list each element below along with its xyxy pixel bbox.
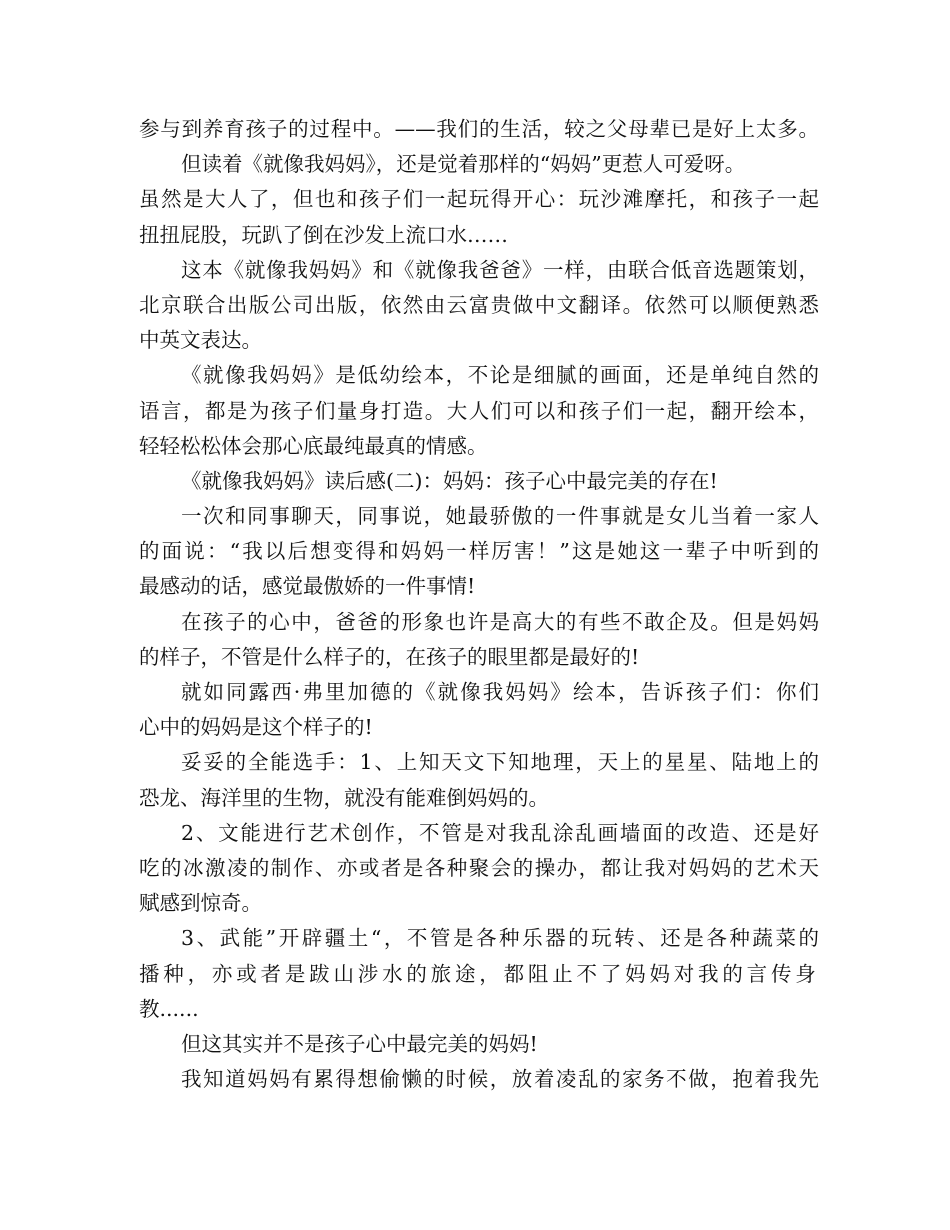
text-line: 播种，亦或者是跋山涉水的旅途，都阻止不了妈妈对我的言传身 [139,961,819,986]
text-line: 赋感到惊奇。 [139,891,262,916]
text-line: 但读着《就像我妈妈》，还是觉着那样的“妈妈”更惹人可爱呀。 [181,152,746,177]
text-line: 教...... [139,996,199,1021]
text-line: 《就像我妈妈》是低幼绘本，不论是细腻的画面，还是单纯自然的 [181,363,819,388]
text-line: 吃的冰激凌的制作、亦或者是各种聚会的操办，都让我对妈妈的艺术天 [139,855,819,880]
text-line: 的样子，不管是什么样子的，在孩子的眼里都是最好的! [139,644,640,669]
text-line: 但这其实并不是孩子心中最完美的妈妈! [181,1031,538,1056]
text-line: 这本《就像我妈妈》和《就像我爸爸》一样，由联合低音选题策划， [181,257,819,282]
text-line: 北京联合出版公司出版，依然由云富贵做中文翻译。依然可以顺便熟悉 [139,292,819,317]
text-line: 我知道妈妈有累得想偷懒的时候，放着凌乱的家务不做，抱着我先 [181,1067,819,1092]
text-line: 3、武能”开辟疆土“，不管是各种乐器的玩转、还是各种蔬菜的 [181,926,819,951]
text-line: 心中的妈妈是这个样子的! [139,715,373,740]
text-line: 的面说：“我以后想变得和妈妈一样厉害！”这是她这一辈子中听到的 [139,539,819,564]
text-line: 恐龙、海洋里的生物，就没有能难倒妈妈的。 [139,785,549,810]
text-line: 妥妥的全能选手：1、上知天文下知地理，天上的星星、陆地上的 [181,750,819,775]
text-line: 轻轻松松体会那心底最纯最真的情感。 [139,433,488,458]
text-line: 参与到养育孩子的过程中。——我们的生活，较之父母辈已是好上太多。 [139,117,819,141]
text-line: 最感动的话，感觉最傲娇的一件事情! [139,574,476,599]
section-heading: 《就像我妈妈》读后感(二)：妈妈：孩子心中最完美的存在! [181,468,718,493]
text-line: 就如同露西·弗里加德的《就像我妈妈》绘本，告诉孩子们：你们 [181,680,819,704]
text-line: 在孩子的心中，爸爸的形象也许是高大的有些不敢企及。但是妈妈 [181,609,819,634]
text-line: 虽然是大人了，但也和孩子们一起玩得开心：玩沙滩摩托，和孩子一起 [139,187,819,212]
text-line: 中英文表达。 [139,328,262,353]
text-line: 语言，都是为孩子们量身打造。大人们可以和孩子们一起，翻开绘本， [139,398,819,423]
document-body [139,112,819,1097]
text-line: 扭扭屁股，玩趴了倒在沙发上流口水…… [139,222,508,247]
text-line: 2、文能进行艺术创作，不管是对我乱涂乱画墙面的改造、还是好 [181,820,819,845]
text-line: 一次和同事聊天，同事说，她最骄傲的一件事就是女儿当着一家人 [181,504,819,529]
